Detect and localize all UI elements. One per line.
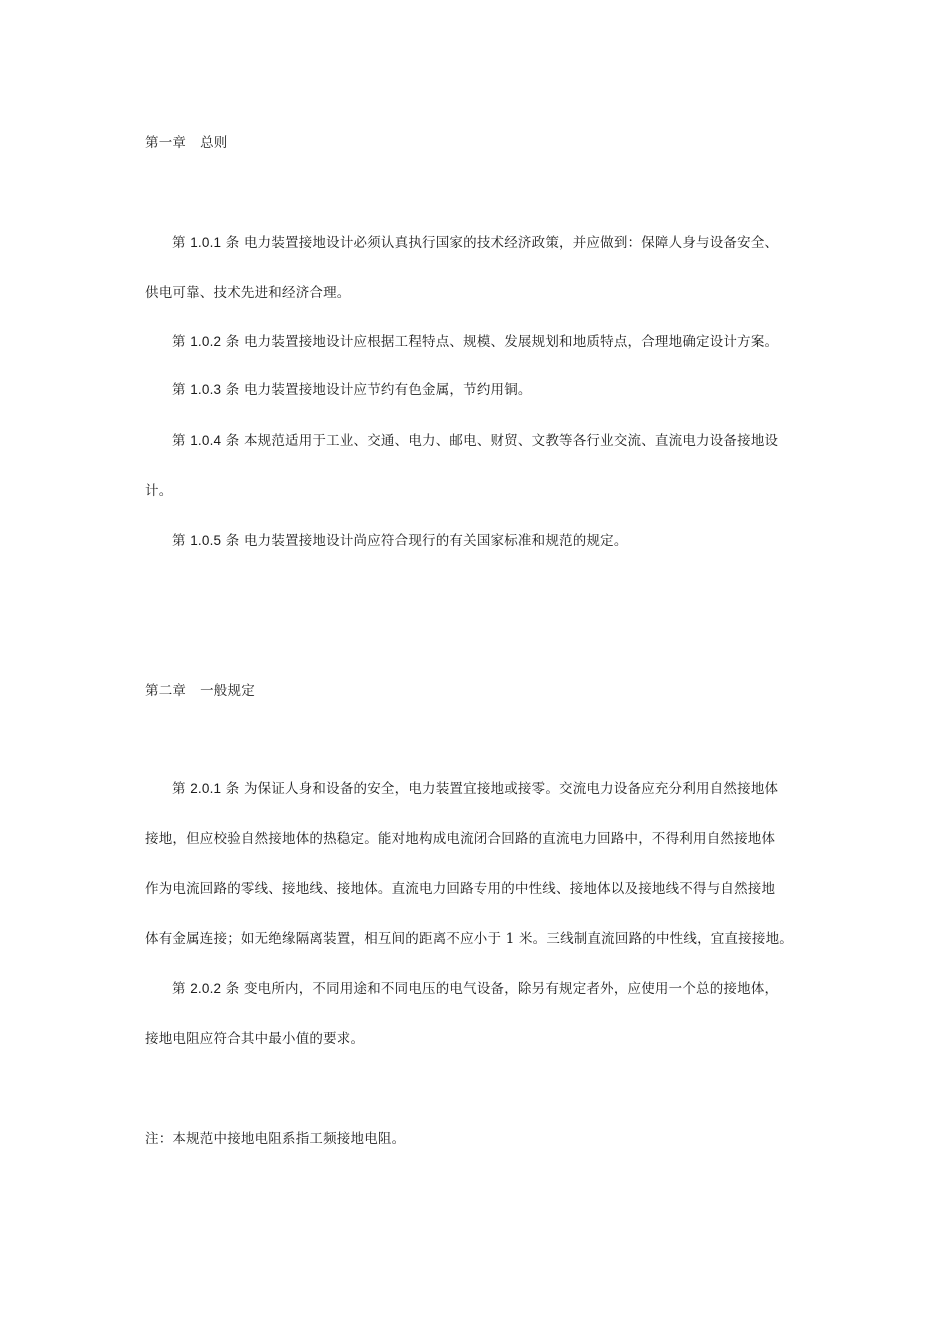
article-1-0-3-line-1 bbox=[172, 381, 532, 399]
article-number: 1.0.4 bbox=[190, 433, 222, 448]
article-2-0-2-line-1 bbox=[172, 980, 778, 998]
article-prefix: 第 bbox=[172, 235, 186, 251]
article-suffix: 条 bbox=[225, 334, 240, 350]
article-text: 电力装置接地设计应根据工程特点、规模、发展规划和地质特点，合理地确定设计方案。 bbox=[243, 334, 779, 350]
article-number: 2.0.2 bbox=[190, 981, 222, 996]
article-suffix: 条 bbox=[225, 235, 240, 251]
article-2-0-1-line-1 bbox=[172, 780, 778, 798]
article-suffix: 条 bbox=[225, 981, 240, 997]
article-2-0-1-line-2: 接地，但应校验自然接地体的热稳定。能对地构成电流闭合回路的直流电力回路中，不得利用自然接地体 bbox=[145, 831, 776, 847]
article-suffix: 条 bbox=[225, 533, 240, 549]
article-text: 电力装置接地设计应节约有色金属，节约用铜。 bbox=[243, 382, 532, 398]
article-prefix: 第 bbox=[172, 533, 186, 549]
chapter-2-name: 一般规定 bbox=[200, 683, 255, 699]
article-text: 电力装置接地设计必须认真执行国家的技术经济政策，并应做到：保障人身与设备安全、 bbox=[243, 235, 779, 251]
article-2-0-2-line-2: 接地电阻应符合其中最小值的要求。 bbox=[145, 1031, 365, 1047]
article-prefix: 第 bbox=[172, 781, 186, 797]
article-prefix: 第 bbox=[172, 433, 186, 449]
article-number: 1.0.3 bbox=[190, 382, 222, 397]
article-text: 本规范适用于工业、交通、电力、邮电、财贸、文教等各行业交流、直流电力设备接地设 bbox=[243, 433, 779, 449]
article-prefix: 第 bbox=[172, 981, 186, 997]
article-text: 为保证人身和设备的安全，电力装置宜接地或接零。交流电力设备应充分利用自然接地体 bbox=[243, 781, 779, 797]
note-text: 注：本规范中接地电阻系指工频接地电阻。 bbox=[145, 1131, 406, 1147]
article-number: 1.0.5 bbox=[190, 533, 222, 548]
article-number: 2.0.1 bbox=[190, 781, 222, 796]
article-text: 电力装置接地设计尚应符合现行的有关国家标准和规范的规定。 bbox=[243, 533, 628, 549]
article-1-0-2-line-1 bbox=[172, 333, 778, 351]
article-prefix: 第 bbox=[172, 334, 186, 350]
article-number: 1.0.1 bbox=[190, 235, 222, 250]
article-suffix: 条 bbox=[225, 781, 240, 797]
article-prefix: 第 bbox=[172, 382, 186, 398]
chapter-1-prefix: 第一章 bbox=[145, 135, 187, 151]
article-1-0-4-line-1 bbox=[172, 432, 778, 450]
article-suffix: 条 bbox=[225, 433, 240, 449]
article-suffix: 条 bbox=[225, 382, 240, 398]
article-number: 1.0.2 bbox=[190, 334, 222, 349]
article-1-0-4-line-2: 计。 bbox=[145, 483, 173, 499]
chapter-1-heading bbox=[145, 134, 228, 152]
article-2-0-1-line-3: 作为电流回路的零线、接地线、接地体。直流电力回路专用的中性线、接地体以及接地线不得与自然接地 bbox=[145, 881, 776, 897]
chapter-2-prefix: 第二章 bbox=[145, 683, 187, 699]
article-1-0-1-line-1 bbox=[172, 234, 778, 252]
article-1-0-5-line-1 bbox=[172, 532, 628, 550]
article-1-0-1-line-2: 供电可靠、技术先进和经济合理。 bbox=[145, 285, 351, 301]
chapter-2-heading bbox=[145, 682, 255, 700]
chapter-1-name: 总则 bbox=[200, 135, 228, 151]
article-2-0-1-line-4: 体有金属连接；如无绝缘隔离装置，相互间的距离不应小于 1 米。三线制直流回路的中性线，宜直接接地。 bbox=[145, 931, 793, 947]
article-text: 变电所内，不同用途和不同电压的电气设备，除另有规定者外，应使用一个总的接地体， bbox=[243, 981, 779, 997]
